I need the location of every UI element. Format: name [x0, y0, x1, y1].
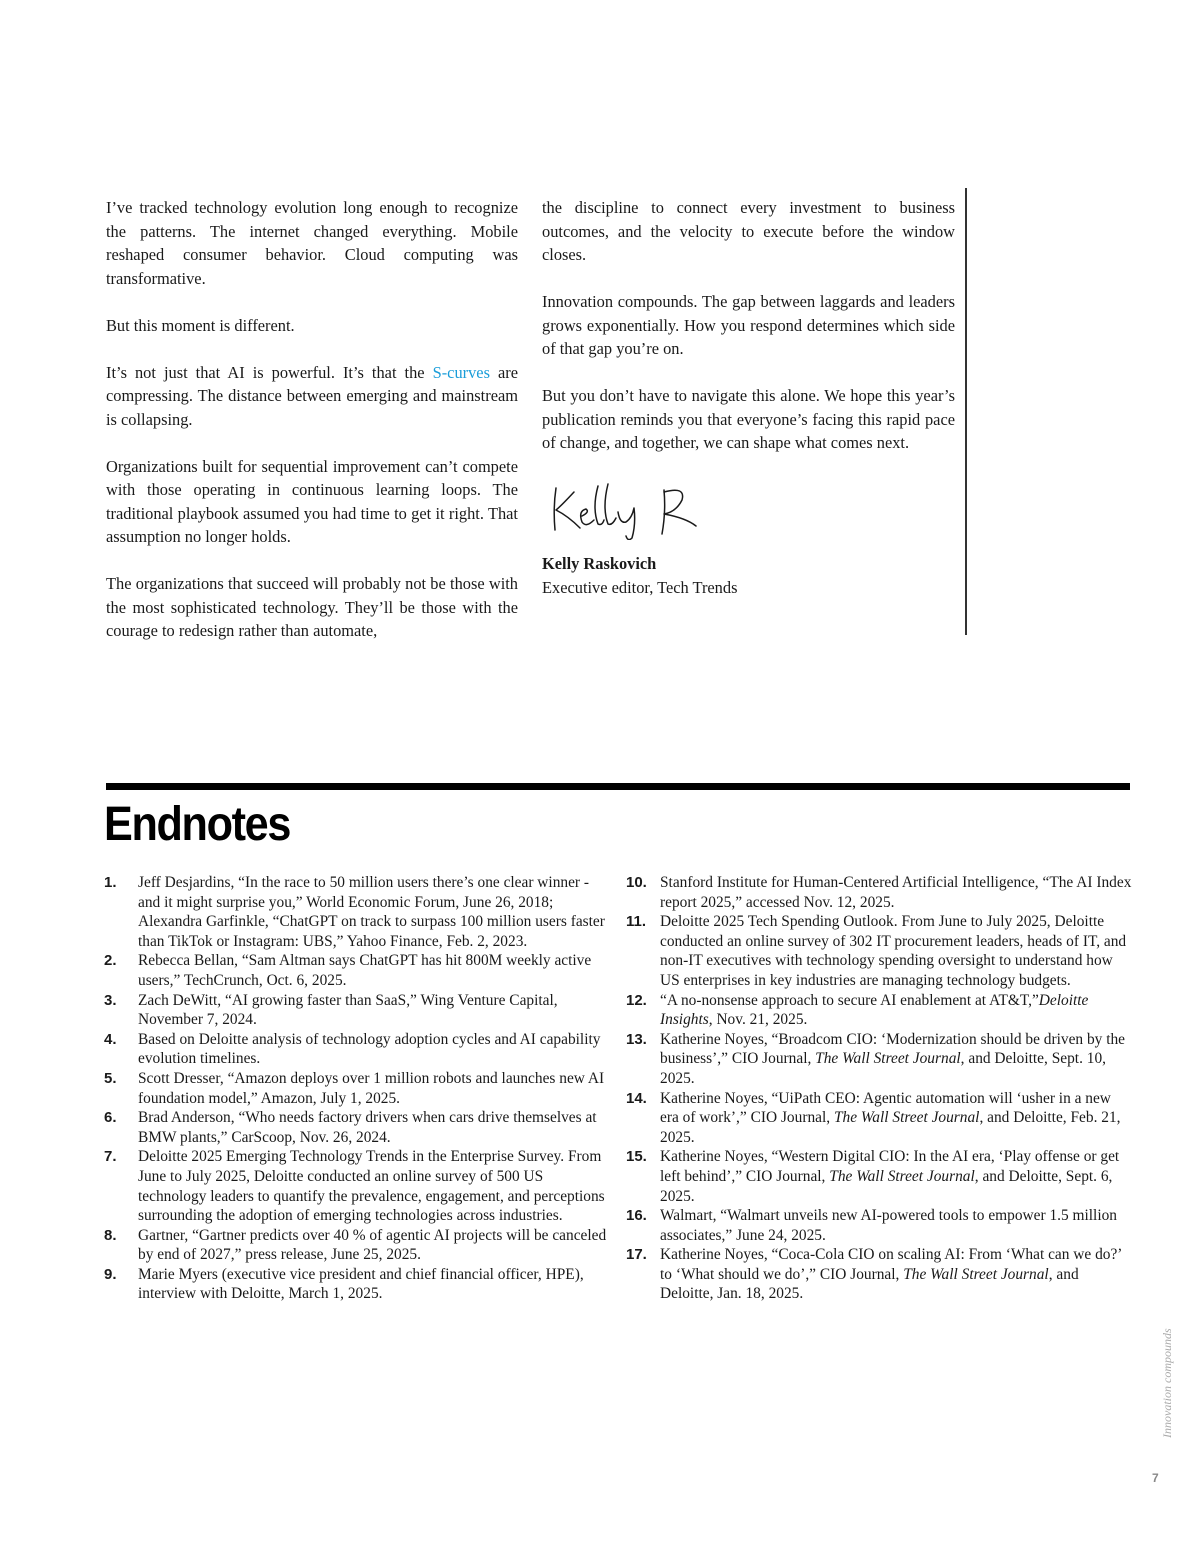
- endnote-text: [138, 1147, 608, 1225]
- endnote-text: [660, 1206, 1132, 1245]
- endnote-number: 1.: [104, 874, 117, 891]
- endnote-text: [138, 1030, 608, 1069]
- endnote-text: [660, 1030, 1132, 1089]
- endnote-number: 8.: [104, 1226, 117, 1244]
- signature-title: Executive editor, Tech Trends: [542, 577, 738, 597]
- endnote-text: [138, 1069, 608, 1108]
- endnote-citation: Katherine Noyes, “Western Digital CIO: In the AI era, ‘Play offense or get left behind’,” CIO Journal,: [660, 1148, 1120, 1185]
- endnote-citation: Deloitte 2025 Tech Spending Outlook. From June to July 2025, Deloitte conducted an online survey of 302 IT procurement leaders, heads of IT, and non-IT executives with technology spending oversight to understand how US enterprises in key industries are managing technology budgets.: [660, 913, 1127, 989]
- endnote-item: [626, 1206, 1132, 1245]
- endnote-publication: The Wall Street Journal: [829, 1167, 975, 1185]
- endnote-text: [660, 912, 1132, 990]
- endnote-text: [138, 1108, 608, 1147]
- essay-paragraph: the discipline to connect every investment to business outcomes, and the velocity to execute before the window closes.: [542, 198, 955, 264]
- endnote-item: [104, 991, 608, 1030]
- endnote-citation-tail: , Nov. 21, 2025.: [708, 1011, 808, 1029]
- endnote-item: [626, 873, 1132, 912]
- endnotes-list-left: [104, 873, 608, 1304]
- endnote-publication: The Wall Street Journal: [833, 1109, 980, 1127]
- essay-paragraph: I’ve tracked technology evolution long enough to recognize the patterns. The internet changed everything. Mobile reshaped consumer behavior. Cloud computing was transformative.: [106, 198, 518, 288]
- essay-paragraph: Innovation compounds. The gap between laggards and leaders grows exponentially. How you respond determines which side of that gap you’re on.: [542, 292, 955, 358]
- s-curves-link[interactable]: S-curves: [432, 362, 490, 382]
- endnote-citation: Deloitte 2025 Emerging Technology Trends in the Enterprise Survey. From June to July 2025, Deloitte conducted an online survey of 500 US technology leaders to quantify the prevalence, engagement, and perceptions surrounding the adoption of emerging technologies across industries.: [138, 1148, 605, 1225]
- endnote-item: [104, 1108, 608, 1147]
- endnote-number: 6.: [104, 1109, 117, 1127]
- endnotes-heading: Endnotes: [104, 798, 291, 851]
- essay-paragraph: But this moment is different.: [106, 315, 295, 335]
- endnote-number: 7.: [104, 1148, 117, 1166]
- page-number: 7: [1152, 1471, 1159, 1485]
- endnote-citation-tail: , and Deloitte, Sept. 6, 2025.: [660, 1167, 1113, 1205]
- essay-paragraph: Organizations built for sequential improvement can’t compete with those operating in continuous learning loops. The traditional playbook assumed you had time to get it right. That assumption no longer holds.: [106, 456, 518, 546]
- essay-paragraph: The organizations that succeed will probably not be those with the most sophisticated technology. They’ll be those with the courage to redesign rather than automate,: [106, 574, 518, 640]
- endnote-citation-tail: , and Deloitte, Sept. 10, 2025.: [660, 1050, 1107, 1087]
- endnote-citation: Zach DeWitt, “AI growing faster than SaaS,” Wing Venture Capital, November 7, 2024.: [138, 991, 558, 1029]
- s-curves-text-before: It’s not just that AI is powerful. It’s that the: [106, 362, 433, 382]
- essay-left-column: [106, 196, 518, 666]
- endnote-text: [660, 873, 1132, 912]
- endnote-item: [626, 912, 1132, 990]
- endnote-item: [626, 991, 1132, 1030]
- endnote-citation: “A no-nonsense approach to secure AI enablement at AT&T,”: [660, 991, 1039, 1009]
- endnote-citation: Katherine Noyes, “Coca-Cola CIO on scaling AI: From ‘What can we do?’ to ‘What should we do’,” CIO Journal,: [660, 1246, 1122, 1283]
- endnote-citation: Jeff Desjardins, “In the race to 50 million users there’s one clear winner - and it might surprise you,” World Economic Forum, June 26, 2018; Alexandra Garfinkle, “ChatGPT on track to surpass 100 million users faster than TikTok or Instagram: UBS,” Yahoo Finance, Feb. 2, 2023.: [138, 874, 605, 950]
- column-divider: [965, 188, 967, 635]
- endnote-item: [626, 1089, 1132, 1148]
- endnote-number: 10.: [626, 874, 647, 891]
- endnote-item: [104, 873, 608, 951]
- endnote-citation: Marie Myers (executive vice president and chief financial officer, HPE), interview with Deloitte, March 1, 2025.: [138, 1265, 584, 1303]
- endnote-text: [660, 991, 1132, 1030]
- endnote-number: 5.: [104, 1069, 117, 1087]
- endnote-citation: Brad Anderson, “Who needs factory drivers when cars drive themselves at BMW plants,” CarScoop, Nov. 26, 2024.: [138, 1109, 597, 1146]
- endnote-citation: Katherine Noyes, “Broadcom CIO: ‘Modernization should be driven by the business’,” CIO Journal,: [660, 1030, 1126, 1068]
- endnote-citation: Katherine Noyes, “UiPath CEO: Agentic automation will ‘usher in a new era of work’,” CIO Journal,: [660, 1089, 1111, 1127]
- endnotes-list-right: [626, 873, 1132, 1304]
- endnote-text: [138, 991, 608, 1030]
- endnote-text: [138, 1265, 608, 1304]
- endnote-text: [660, 1089, 1132, 1148]
- endnote-number: 9.: [104, 1265, 117, 1283]
- signature-name: Kelly Raskovich: [542, 554, 657, 573]
- endnote-item: [104, 1030, 608, 1069]
- endnote-citation: Rebecca Bellan, “Sam Altman says ChatGPT has hit 800M weekly active users,” TechCrunch, Oct. 6, 2025.: [138, 952, 592, 989]
- endnote-publication: The Wall Street Journal: [815, 1050, 961, 1068]
- endnote-publication: Deloitte Insights: [660, 991, 1089, 1029]
- essay-paragraph-s-curves: [106, 361, 518, 432]
- essay-paragraph: But you don’t have to navigate this alone. We hope this year’s publication reminds you that everyone’s facing this rapid pace of change, and together, we can shape what comes next.: [542, 386, 955, 452]
- endnote-publication: The Wall Street Journal: [903, 1265, 1049, 1283]
- endnote-citation-tail: , and Deloitte, Feb. 21, 2025.: [660, 1109, 1121, 1146]
- endnote-text: [660, 1147, 1132, 1206]
- endnote-item: [104, 1147, 608, 1225]
- endnote-number: 16.: [626, 1207, 647, 1225]
- endnote-item: [104, 1069, 608, 1108]
- endnote-item: [104, 951, 608, 990]
- endnote-text: [138, 951, 608, 990]
- section-label: Innovation compounds: [1160, 1328, 1174, 1438]
- endnote-item: [626, 1030, 1132, 1089]
- endnote-item: [626, 1147, 1132, 1206]
- endnote-number: 2.: [104, 952, 117, 970]
- endnote-number: 14.: [626, 1089, 647, 1107]
- endnote-number: 11.: [626, 913, 647, 931]
- endnote-citation: Based on Deloitte analysis of technology adoption cycles and AI capability evolution timelines.: [138, 1030, 601, 1068]
- endnote-number: 4.: [104, 1030, 117, 1048]
- endnote-citation: Walmart, “Walmart unveils new AI-powered tools to empower 1.5 million associates,” June 24, 2025.: [660, 1207, 1117, 1244]
- endnote-citation-tail: , and Deloitte, Jan. 18, 2025.: [660, 1265, 1079, 1303]
- endnote-text: [660, 1245, 1132, 1304]
- endnote-text: [138, 1226, 608, 1265]
- endnote-citation: Stanford Institute for Human-Centered Artificial Intelligence, “The AI Index report 2025,” accessed Nov. 12, 2025.: [660, 874, 1132, 911]
- endnote-number: 12.: [626, 991, 647, 1009]
- s-curves-text-after: are compressing. The distance between emerging and mainstream is collapsing.: [106, 362, 518, 429]
- endnote-number: 13.: [626, 1030, 647, 1048]
- endnote-item: [104, 1226, 608, 1265]
- endnote-citation: Scott Dresser, “Amazon deploys over 1 million robots and launches new AI foundation model,” Amazon, July 1, 2025.: [138, 1069, 605, 1107]
- endnote-citation: Gartner, “Gartner predicts over 40 % of agentic AI projects will be canceled by end of 2027,” press release, June 25, 2025.: [138, 1226, 607, 1264]
- endnote-number: 15.: [626, 1148, 647, 1166]
- handwritten-signature: [546, 478, 716, 540]
- essay-right-column: [542, 196, 955, 599]
- endnote-text: [138, 873, 608, 951]
- endnote-number: 17.: [626, 1246, 647, 1264]
- endnote-item: [626, 1245, 1132, 1304]
- endnote-number: 3.: [104, 991, 117, 1009]
- endnote-item: [104, 1265, 608, 1304]
- section-divider: [106, 783, 1130, 790]
